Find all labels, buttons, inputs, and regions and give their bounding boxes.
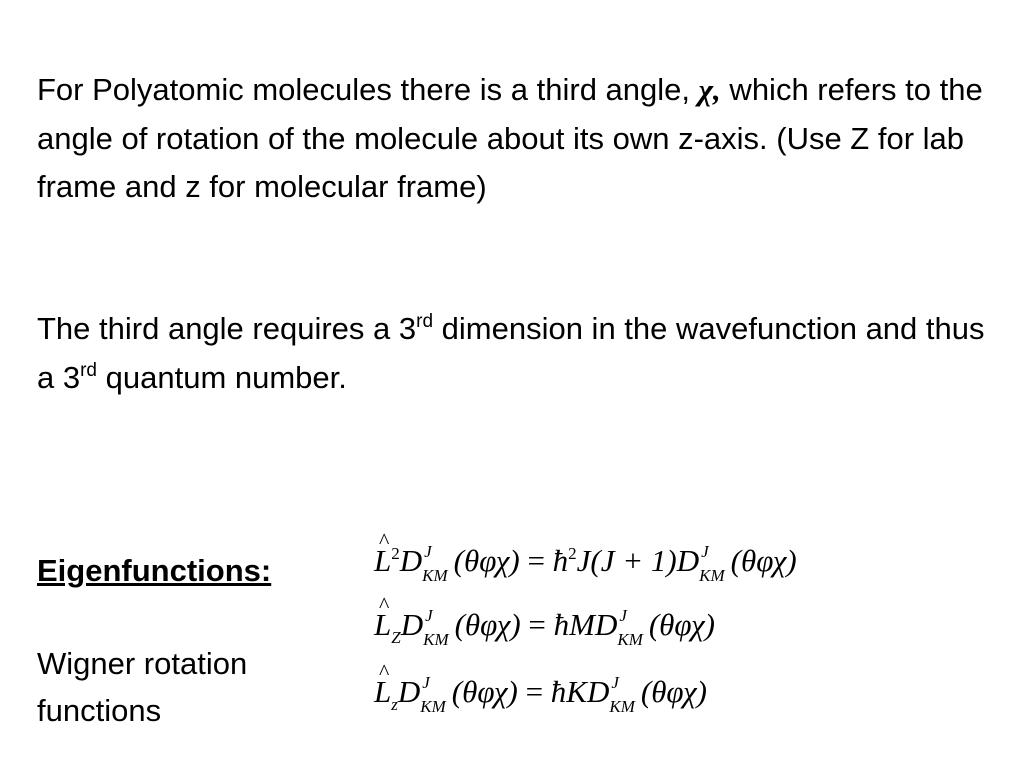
K-symbol: K [566, 674, 587, 709]
J-superscript: J [425, 605, 433, 625]
hbar-symbol: ħ [553, 607, 570, 642]
KM-subscript: KM [423, 629, 449, 649]
J-superscript: J [424, 541, 432, 561]
D-indices [420, 672, 446, 716]
M-symbol: M [569, 607, 595, 642]
J-factor: J(J + 1) [576, 543, 677, 578]
third-angle-text-1: The third angle requires a 3 [37, 311, 417, 346]
D-symbol: D [400, 607, 424, 642]
arguments: (θφχ) [648, 607, 715, 642]
wigner-caption: Wigner rotation functions [37, 646, 248, 728]
intro-text-rest: which refers to the angle of rotation of the molecule about its own z-axis. (Use Z for lab frame and z for molecular frame) [37, 72, 983, 204]
arguments: (θφχ) [730, 543, 797, 578]
KM-subscript: KM [617, 629, 643, 649]
equation-L-z [374, 672, 707, 725]
KM-subscript: KM [420, 696, 446, 716]
D-symbol: D [397, 674, 421, 709]
D-indices [609, 672, 635, 716]
equals-sign: = [520, 607, 554, 642]
D-indices [423, 605, 449, 649]
equals-sign: = [519, 543, 553, 578]
intro-text-start: For Polyatomic molecules there is a third angle, [37, 72, 699, 107]
hbar-symbol: ħ [550, 674, 567, 709]
third-angle-paragraph [37, 305, 997, 402]
D-indices [699, 541, 725, 585]
L-hat-operator: ^ L [374, 605, 391, 645]
KM-subscript: KM [699, 565, 725, 585]
arguments: (θφχ) [451, 674, 518, 709]
third-angle-text-3: quantum number. [97, 359, 347, 395]
arguments: (θφχ) [453, 543, 520, 578]
KM-subscript: KM [609, 696, 635, 716]
D-indices [422, 541, 448, 585]
eigenfunctions-heading: Eigenfunctions: [37, 553, 272, 588]
hbar-symbol: ħ [552, 543, 569, 578]
D-indices [617, 605, 643, 649]
intro-paragraph [37, 66, 997, 212]
J-superscript: J [701, 541, 709, 561]
z-subscript: z [391, 695, 398, 714]
hbar-exponent: 2 [568, 544, 577, 563]
arguments: (θφχ) [454, 607, 521, 642]
D-symbol: D [586, 674, 610, 709]
J-superscript: J [619, 605, 627, 625]
superscript-rd-2: rd [80, 359, 98, 381]
equation-L-squared [374, 534, 797, 585]
D-symbol: D [594, 607, 618, 642]
L-hat-operator: ^ L [374, 541, 391, 581]
J-superscript: J [611, 672, 619, 692]
Z-subscript: Z [391, 628, 401, 647]
D-symbol: D [399, 543, 423, 578]
L-hat-operator: ^ L [374, 672, 391, 712]
superscript-rd-1: rd [416, 311, 434, 332]
chi-symbol: χ, [698, 72, 721, 107]
equals-sign: = [517, 674, 551, 709]
equation-L-Z [374, 605, 715, 658]
J-superscript: J [422, 672, 430, 692]
exponent-2: 2 [391, 544, 400, 563]
KM-subscript: KM [422, 565, 448, 585]
third-angle-text-2: dimension in the wavefunction and thus a 3 [37, 311, 985, 395]
D-symbol: D [676, 543, 700, 578]
arguments: (θφχ) [640, 674, 707, 709]
